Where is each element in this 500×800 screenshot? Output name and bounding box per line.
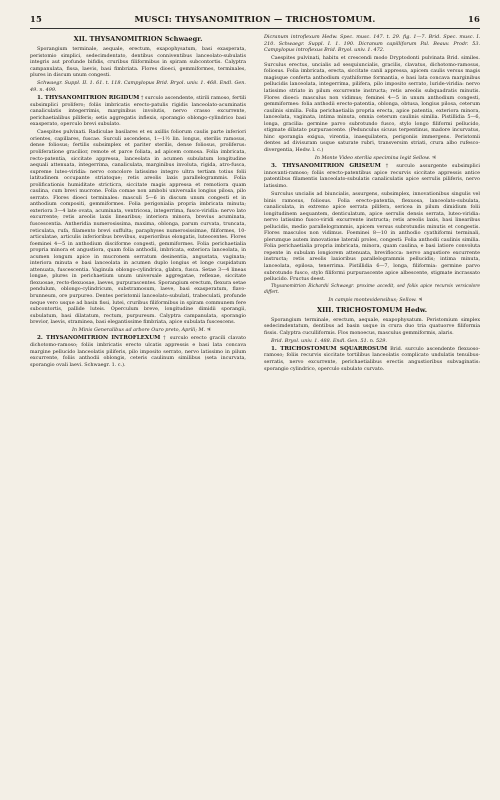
species-2-synonyms: Dicranum introflexum Hedw. Spec. musc. 147. t. 29. fig. 1—7. Brid. Spec. musc. I. 210. Schwaegr. Suppl. I. 1. 190. Dicranum capilliforum Pal. Beauv. Prodr. 53. Campylopus introflexus Brid. Bryol. univ. 1. 472.	[264, 34, 480, 54]
species-2-description: Caespites pulvinati, habitu et crescendi modo Dryptodonti pulvinata Brid. similes. Surculus erectus, uncialis ad sesquiuncialis, gracilis, clavatus, dichotomo-ramosus, foliosus. Folia imbricata, erecta, siccitate canli appressa, apicem caulis versus magis magisque conferta anthodium cyathiforme formantia, e basi lata concava marginibus pellucidis lanceolata, integerrima, pilifera, pilo imposito serrato, luride-viridia: nervo latissimo striato in pilum excurrente instructa; retis areolis subquadratis minutis. Flores dioeci: masculus non vidimus; feminei 4—5 in unum anthodium congesti, gemmiformes: folia anthodii erecto-patentia, oblonga, obtusa, longius pilosa, ceterum caulinis similia. Folia perichaetialia propria erecta, apice patentia, exteriora minora, lanceolata, vaginata, intima minuta, omnia ceterum caulinis similia. Pistillidia 5—6, longa, gracilia: germine parvo subrotundo fusco, stylo longo filiformi pellucido, stigmate dilatato purpurascente. (Pedunculus sicuus terpentinus, madore incurvatus, hinc sporangia exigua, virentia, inaequilatera, perigoniis immergens. Peristomii dentes ad divisuram usque saturate rubri, transversim striati, crura albo rufesco-divergentia, Hedw. l. c.)	[264, 55, 480, 153]
species-3-intro	[264, 163, 480, 189]
header-rule	[30, 28, 480, 29]
right-column	[264, 34, 480, 786]
left-column	[30, 34, 246, 786]
running-header	[30, 14, 480, 28]
species-3-diagnosis: † surculo assurgente subsimplici innovanti-ramoso; foliis erecto-patentibus apice recurvis siccitate appressis antice patentibus filamentis lanceolato-subulatis canaliculatis apice serrulis piliferis, nervo latissimo.	[264, 163, 480, 189]
genus-2-references: Brid. Bryol. univ. 1. 488. Endl. Gen. 51. n. 529.	[271, 337, 387, 344]
species-4-diagnosis: Brid. surculo ascendente flexuoso-ramoso; foliis recurvis siccitate tortilibus lanceolatis complicato undulatis tenuibus-serratis, nervo excurrente, perichaetialibus erectis angustioribus subvaginatis: sporangio cylindrico, operculo subulato curvato.	[264, 345, 480, 372]
species-4-intro	[264, 346, 480, 372]
page-number-left: 15	[30, 14, 43, 24]
genus-2-heading: XIII. TRICHOSTOMUM Hedw.	[316, 305, 428, 314]
species-1-name: 1. THYSANOMITRION RIGIDUM	[37, 95, 140, 102]
species-4-name: 1. TRICHOSTOMUM SQUARROSUM	[271, 345, 388, 352]
species-2-diagnosis: † surculo erecto gracili clavato dichotomo-ramoso; foliis imbricatis erecto ulcatis appressis e basi lata concava margine pellucido lanceolatis piliferis, pilo imposito serrato, nervo latissimo in pilum excurrente, foliis anthodii oblongis, ceteris caulinum similibus (seta incurvata, sporangio ovali laevi. Schwaegr. 1. c.).	[30, 335, 246, 368]
species-2-intro	[30, 335, 246, 368]
running-title: MUSCI: THYSANOMITRION — TRICHOSTOMUM.	[134, 14, 376, 24]
genus-heading: XII. THYSANOMITRION Schwaegr.	[73, 35, 203, 43]
species-3-note: Thysanomitrion Richardii Schwaegr. proxime accedit, sed foliis apice recurvis versicolore differt.	[264, 284, 480, 295]
species-3-description: Surculus uncialis ad biuncialis, assurgens, subsimplex, innovationibus singulis vel binis ramosus, foliosus. Folia erecto-patentia, flexuosa, lanceolato-subulata, canaliculata, in extremo apice serrata pilifera, sericea in pilum dimidium folii longitudinem aequantem, denticulatum, apice serrulis densis serrata, luteo-viridia: nervo latissimo fusco-viridi excurrente instructa; retis areolis laxis, basi linearibus pellucidis, medio parallelogrammis, apicem versus subrotundis minutis et congestis. Flores masculos non vidimus. Foeminei 8—10 in anthodio cyathiformi terminali, plerumque autem innovatione laterali proles, congesti: Folia anthodii caulinis similia. Folia perichaetialia propria imbricata, minora, quam caulina, e basi latiore convoluta repente in subulam longiorem attenuata, breviflocca: nervo angustiore excurrente instructa; retis areolis laxioribus parallelogrammis pellucidis; intima minuta, lanceolata, epilosa, tenerrima. Pistillidia 6—7, longa, filiformia: germine parvo subrotundo fusco, stylo filiformi purpurascente apice albescente, stigmate incrassato pellucido. Fructus deest.	[264, 190, 480, 283]
species-1-habitat: In Minis Generalibus ad arbore Ouro preto, Aprili; M. ♃	[71, 327, 212, 334]
species-3-habitat: In campis montevidensibus; Sellow. ♃	[328, 297, 423, 304]
species-1-diagnosis: † surculo ascendente, stirili ramoso, fertili subsimplici prolifero; foliis imbricatis erecto-patulis rigidis lanceolato-acuminatis canaliculatis integerrimis, marginibus involutis, nervo crasso excurrente, perichaetialibus piliferis; setis aggregatis inflexis, sporangio oblongo-cylindrico basi exasperato, operculo brevi subulato.	[30, 95, 246, 128]
species-2-habitat: In Monte Video sterilia specimina legit Sellow. ♃	[314, 155, 437, 162]
page-number-right: 16	[467, 14, 480, 24]
species-2-name: 2. THYSANOMITRION INTROFLEXUM	[37, 335, 161, 342]
genus-description: Sporangium terminale, aequale, erectum, exapophysatum, basi exasperata, peristomio simplici, sedecimdentato, dentibus conniventibus lanceolato-subulatis integris aut profunde bifidis, cruribus filiformibus in spiram subcontortis. Calyptra campanulata, fissa, laevis, basi fimbriata. Flores dioeci, gemmiformes, terminales, plures in discum unum congesti.	[30, 46, 246, 79]
species-1-description: Caespites pulvinati. Radiculae basilares et ex axillis foliorum caulis parte inferiori orientes, capillares, fuscae. Surculi ascendens, 1—1½ lin. longus, sterilis ramosus, dense foliosus; fertilis subsimplex et pariter sterilis, dense foliosus, proliferus: proliferatione gracilior, remote et parce foliata, ad apicem comosa. Folia imbricata, recto-patentia, siccitate appressa, lanceolata in acumen subulatum longitudine aequali attenuata, integerrima, canaliculata, marginibus involuta, rigida, atro-fusca, supreme luteo-viridia: nervo concolore latissimo integro ultra tertiam totius folii latitudinem occupante striatoque; retis areolis laxis parallelogrammis. Folia prolificationis humiditate stricticra, siccitate magis appressa et remotiora quam caulina, cum brevi mucrone. Folia comae non ambobi universalis longius pilosa, pilo serrato. Flores dioeci terminales: masculi 5—6 in discum unum congesti et in anthodium compositi, gemmiformes. Folia perigonialia propria imbricata minuta; exteriora 3—4 late ovata, acuminata, ventricosa, integerrima, fusco-viridia: nervo lato excurrente; retis areolis laxis linearibus; interiora minora, brevius acuminata, fuscescentia. Antheridia numerosissima, maxima, oblonga, parum curvata, truncata, reticulata, rufa, filamento brevi suffulta; paraphyses numerosissimae, filiformes, 10-articulatae, articulis inferioribus brevibus, superioribus elongatis, luteocentes. Flores foeminei 4—5 in anthodium disciforme congesti, gemmiformes. Folia perichaetialia propria minora et angustiora, quam folia anthodii, imbricata, exteriora lanceolata, in acumen longum apice in mucronem serratum desinentia, angustata, vaginata; interiora minuta e basi lanceolata in acumen duplo longius et longe cuspidatum attenuata, fuscescentia. Vaginula oblongo-cylindrica, glabra, fusca. Setae 3—4 lineas longae, plures in perichaetium unum universale aggregatae, reflexae, siccitate flexuosae, recto-flexuosae, laeves, purpurascentes. Sporangium erectum, flexura setae pendulum, oblongo-cylindricum, substramosum, laeve, basi exasperatum, flavo-brunneum, ore purpureo. Dentes peristomii lanceolato-subulati, trabeculati, profunde neque vero usque ad basin fissi, lutei, cruribus filiformibus in spiram communem fere subcontortis, pallide luteis. Operculum breve, longitudine dimidii sporangii, subulatum, basi dilatatum, rectum, purpureum. Calyptra campanulata, sporangio brevior, laevis, straminea, basi elegantissime fimbriata, apice subulata fuscescens.	[30, 129, 246, 326]
genus-references: Schwaegr. Suppl. II. 1. 61. t. 118. Campylopus Brid. Bryol. univ. 1. 468. Endl. Gen. 49. n. 499.	[30, 80, 246, 93]
species-3-name: 3. THYSANOMITRION GRISEUM	[271, 163, 381, 170]
genus-2-description: Sporangium terminale, erectum, aequale, exapophysatum. Peristomium simplex sedecimdentatum, dentibus ad basin usque in crura duo tria quatuorve filiformia fissis. Calyptra cuculliformis. Flos monoecus, masculus gemmiformis, alaris.	[264, 316, 480, 336]
species-1-intro	[30, 95, 246, 128]
